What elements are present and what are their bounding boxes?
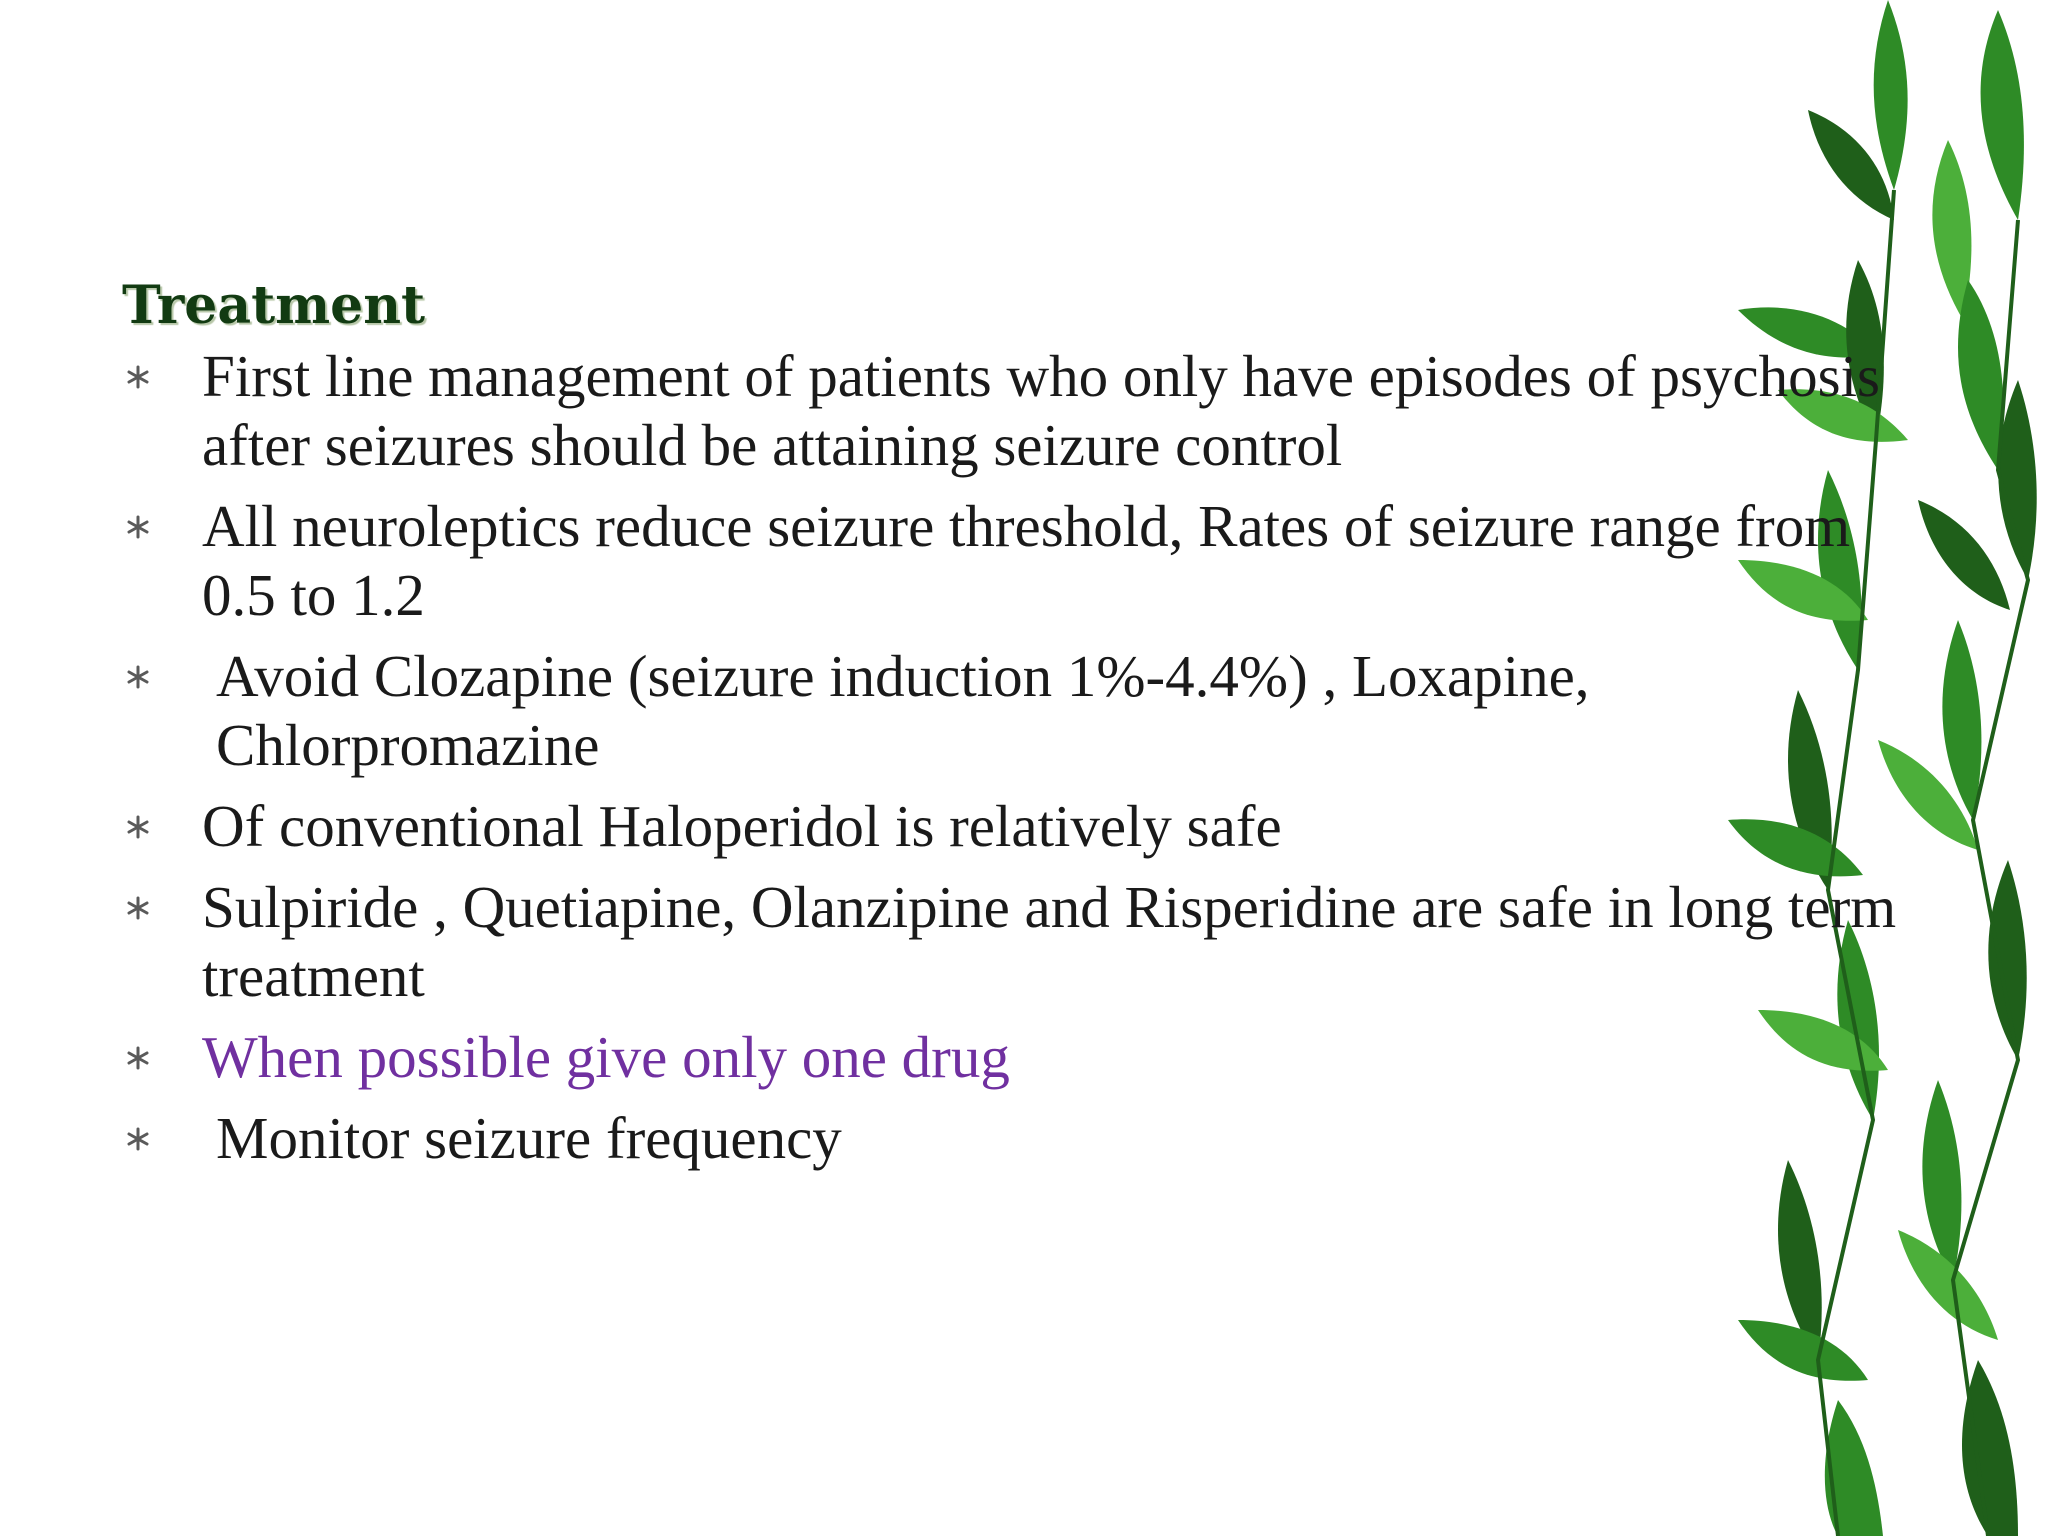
bullet-text: Avoid Clozapine (seizure induction 1%-4.4%) , Loxapine, Chlorpromazine (216, 643, 1590, 778)
asterisk-bullet-icon (122, 1104, 202, 1173)
bullet-text: Of conventional Haloperidol is relatively safe (202, 793, 1282, 859)
asterisk-bullet-icon (122, 342, 202, 411)
bullet-item (122, 342, 1922, 480)
bullet-item-highlight (122, 1023, 1922, 1092)
bullet-list (122, 342, 1922, 1185)
bullet-item (122, 492, 1922, 630)
asterisk-bullet-icon (122, 792, 202, 861)
asterisk-bullet-icon (122, 492, 202, 561)
bullet-item (122, 873, 1922, 1011)
asterisk-bullet-icon (122, 1023, 202, 1092)
bullet-text: Monitor seizure frequency (216, 1105, 842, 1171)
bullet-text: First line management of patients who only have episodes of psychosis after seizures should be attaining seizure control (202, 343, 1880, 478)
bullet-text: All neuroleptics reduce seizure threshold, Rates of seizure range from 0.5 to 1.2 (202, 493, 1851, 628)
bullet-item (122, 792, 1922, 861)
slide-title: Treatment (122, 275, 426, 336)
asterisk-bullet-icon (122, 873, 202, 942)
bullet-item (122, 1104, 1922, 1173)
bullet-item (122, 642, 1922, 780)
asterisk-bullet-icon (122, 642, 202, 711)
bullet-text: Sulpiride , Quetiapine, Olanzipine and Risperidine are safe in long term treatment (202, 874, 1897, 1009)
bullet-text: When possible give only one drug (202, 1024, 1010, 1090)
